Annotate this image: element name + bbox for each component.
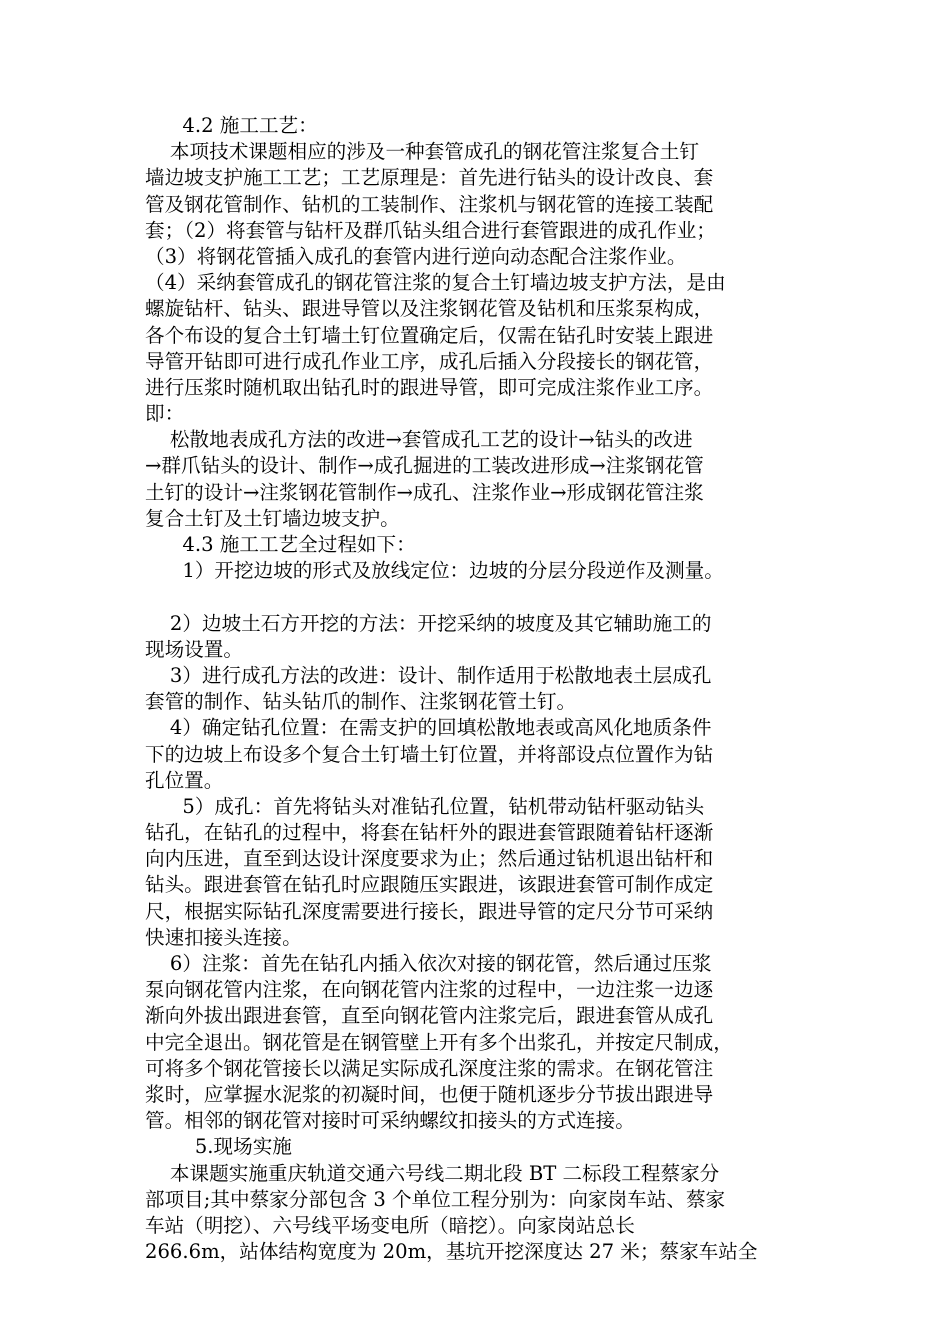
paragraph-line: 浆时，应掌握水泥浆的初凝时间，也便于随机逐步分节拔出跟进导 bbox=[145, 1082, 714, 1106]
list-item-6: 6）注浆：首先在钻孔内插入依次对接的钢花管，然后通过压浆 bbox=[145, 952, 712, 975]
section-heading-4-2: 4.2 施工工艺： bbox=[145, 114, 318, 137]
paragraph-line: 本课题实施重庆轨道交通六号线二期北段 BT 二标段工程蔡家分 bbox=[145, 1161, 720, 1185]
paragraph-line: （3）将钢花管插入成孔的套管内进行逆向动态配合注浆作业。 bbox=[145, 244, 687, 268]
paragraph-line: 266.6m，站体结构宽度为 20m，基坑开挖深度达 27 米；蔡家车站全 bbox=[145, 1240, 758, 1264]
paragraph-line: 渐向外拔出跟进套管，直至向钢花管内注浆完后，跟进套管从成孔 bbox=[145, 1004, 714, 1028]
document-body bbox=[145, 113, 815, 1265]
paragraph-line: 泵向钢花管内注浆，在向钢花管内注浆的过程中，一边注浆一边逐 bbox=[145, 978, 714, 1002]
paragraph-line: 螺旋钻杆、钻头、跟进导管以及注浆钢花管及钻机和压浆泵构成， bbox=[145, 297, 714, 321]
paragraph-line: 下的边坡上布设多个复合土钉墙土钉位置，并将部设点位置作为钻 bbox=[145, 742, 714, 766]
paragraph-line: 中完全退出。钢花管是在钢管壁上开有多个出浆孔，并按定尺制成， bbox=[145, 1030, 733, 1054]
paragraph-line: 进行压浆时随机取出钻孔时的跟进导管，即可完成注浆作业工序。 bbox=[145, 375, 714, 399]
paragraph-line: 套；（2）将套管与钻杆及群爪钻头组合进行套管跟进的成孔作业； bbox=[145, 218, 716, 242]
paragraph-line: 导管开钻即可进行成孔作业工序，成孔后插入分段接长的钢花管， bbox=[145, 349, 714, 373]
paragraph-line: 管及钢花管制作、钻机的工装制作、注浆机与钢花管的连接工装配 bbox=[145, 192, 714, 216]
paragraph-line: 墙边坡支护施工工艺；工艺原理是：首先进行钻头的设计改良、套 bbox=[145, 166, 714, 190]
paragraph-line: 车站（明挖）、六号线平场变电所（暗挖）。向家岗站总长 bbox=[145, 1213, 635, 1237]
paragraph-line: 快速扣接头连接。 bbox=[145, 925, 302, 949]
list-item-5: 5）成孔：首先将钻头对准钻孔位置，钻机带动钻杆驱动钻头 bbox=[145, 794, 705, 818]
paragraph-line: 各个布设的复合土钉墙土钉位置确定后，仅需在钻孔时安装上跟进 bbox=[145, 323, 714, 347]
paragraph-line: 钻孔，在钻孔的过程中，将套在钻杆外的跟进套管跟随着钻杆逐渐 bbox=[145, 821, 714, 845]
list-item-3: 3）进行成孔方法的改进：设计、制作适用于松散地表土层成孔 bbox=[145, 663, 712, 687]
paragraph-line: 即： bbox=[145, 402, 185, 426]
paragraph-line: 本项技术课题相应的涉及一种套管成孔的钢花管注浆复合土钉 bbox=[145, 140, 699, 164]
section-heading-4-3: 4.3 施工工艺全过程如下： bbox=[145, 533, 416, 556]
paragraph-line: 部项目;其中蔡家分部包含 3 个单位工程分别为：向家岗车站、蔡家 bbox=[145, 1187, 726, 1211]
paragraph-line: 向内压进，直至到达设计深度要求为止；然后通过钻机退出钻杆和 bbox=[145, 847, 714, 871]
paragraph-line: 现场设置。 bbox=[145, 637, 243, 661]
paragraph-line: （4）采纳套管成孔的钢花管注浆的复合土钉墙边坡支护方法，是由 bbox=[145, 271, 726, 295]
paragraph-line: 套管的制作、钻头钻爪的制作、注浆钢花管土钉。 bbox=[145, 690, 577, 714]
paragraph-line: 复合土钉及土钉墙边坡支护。 bbox=[145, 506, 400, 530]
list-item-1: 1）开挖边坡的形式及放线定位：边坡的分层分段逆作及测量。 bbox=[145, 559, 724, 583]
paragraph-line: 松散地表成孔方法的改进→套管成孔工艺的设计→钻头的改进 bbox=[145, 428, 693, 452]
paragraph-line: 管。相邻的钢花管对接时可采纳螺纹扣接头的方式连接。 bbox=[145, 1109, 635, 1133]
list-item-4: 4）确定钻孔位置：在需支护的回填松散地表或高风化地质条件 bbox=[145, 716, 712, 740]
paragraph-line: 可将多个钢花管接长以满足实际成孔深度注浆的需求。在钢花管注 bbox=[145, 1056, 714, 1080]
paragraph-line: →群爪钻头的设计、制作→成孔掘进的工装改进形成→注浆钢花管 bbox=[145, 454, 704, 478]
list-item-2: 2）边坡土石方开挖的方法：开挖采纳的坡度及其它辅助施工的 bbox=[145, 611, 712, 635]
section-heading-5: 5.现场实施 bbox=[145, 1135, 292, 1159]
paragraph-line: 尺，根据实际钻孔深度需要进行接长，跟进导管的定尺分节可采纳 bbox=[145, 899, 714, 923]
blank-line bbox=[145, 584, 815, 610]
paragraph-line: 土钉的设计→注浆钢花管制作→成孔、注浆作业→形成钢花管注浆 bbox=[145, 480, 704, 504]
paragraph-line: 钻头。跟进套管在钻孔时应跟随压实跟进，该跟进套管可制作成定 bbox=[145, 873, 714, 897]
paragraph-line: 孔位置。 bbox=[145, 768, 224, 792]
